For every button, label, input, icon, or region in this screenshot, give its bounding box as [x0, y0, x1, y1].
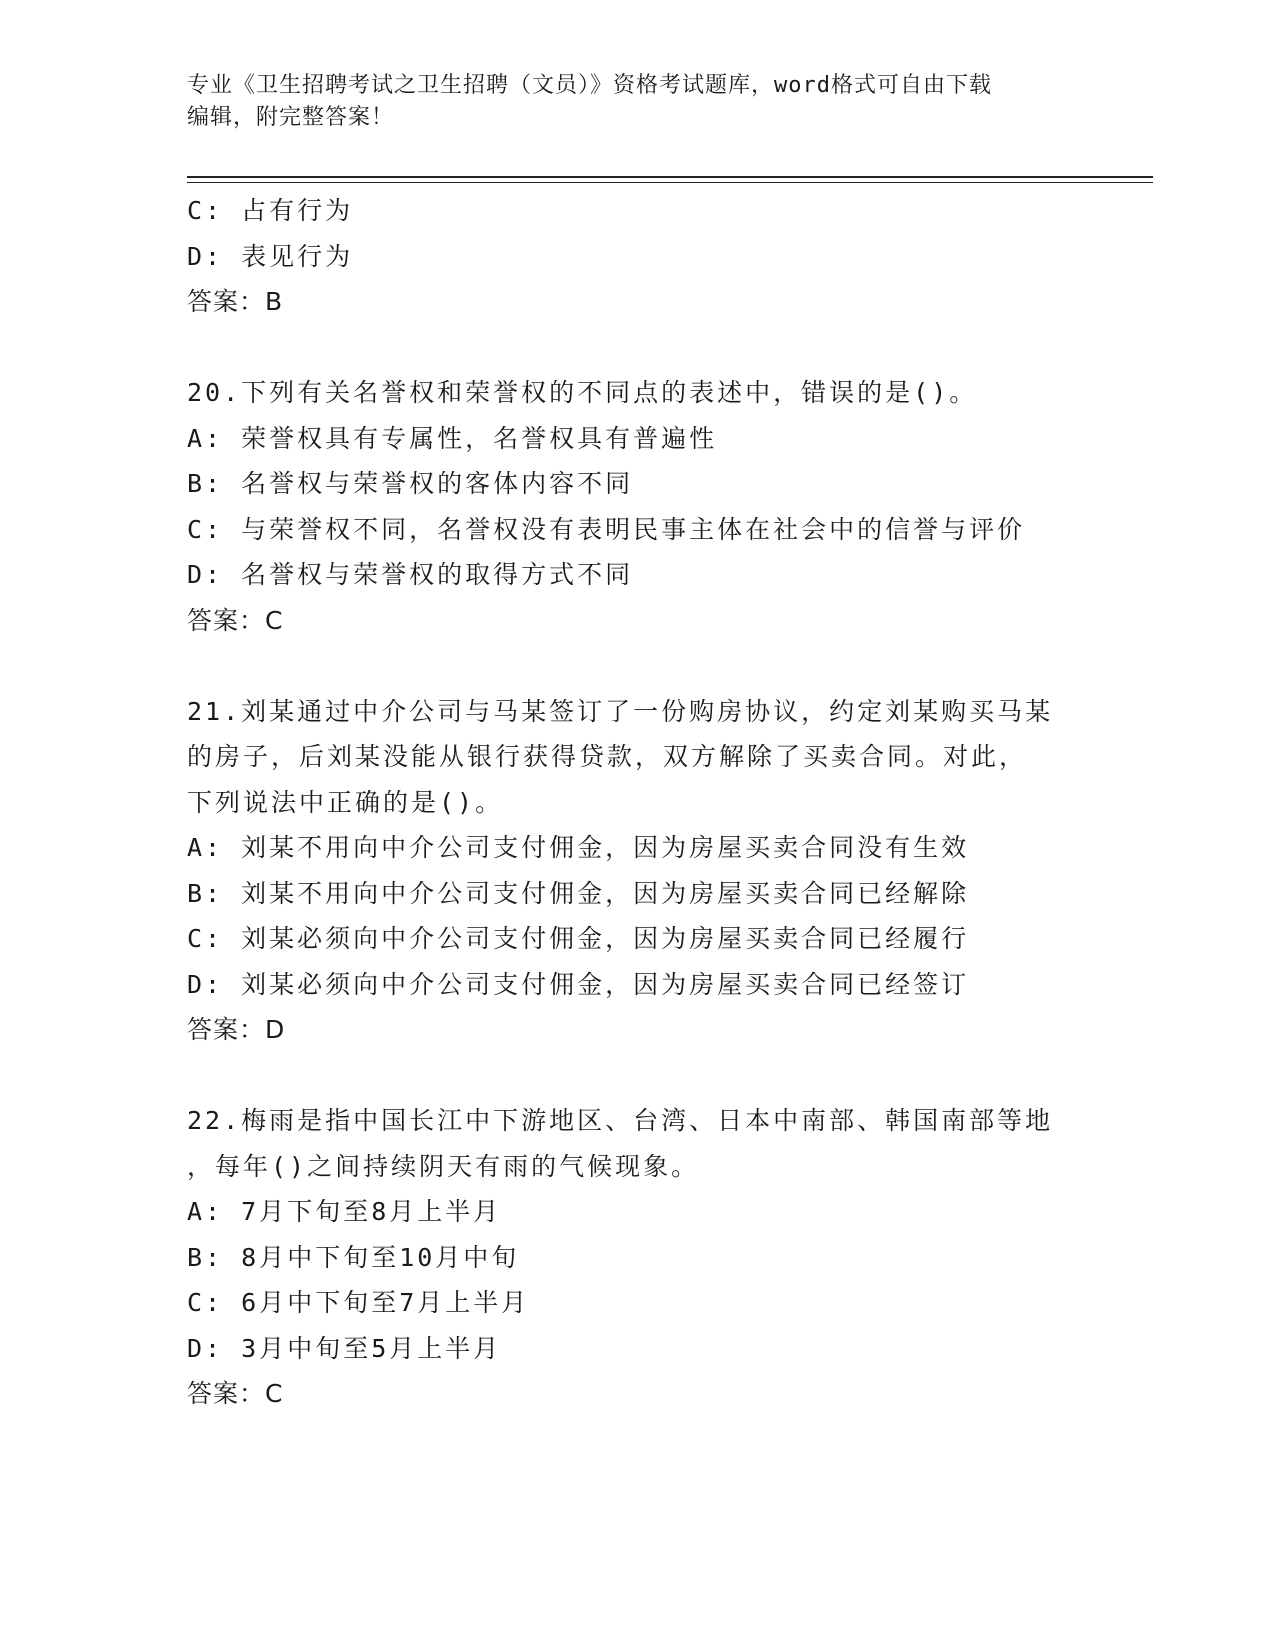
answer-line: 答案：B — [187, 287, 284, 316]
header-divider-thin — [187, 182, 1153, 183]
spacer — [187, 325, 1087, 371]
option-c: C: 与荣誉权不同，名誉权没有表明民事主体在社会中的信誉与评价 — [187, 514, 1026, 544]
option-b: B: 名誉权与荣誉权的客体内容不同 — [187, 469, 634, 498]
question-stem-line-2: ，每年()之间持续阴天有雨的气候现象。 — [187, 1151, 700, 1181]
option-c: C: 6月中下旬至7月上半月 — [187, 1288, 530, 1317]
header-line-1: 专业《卫生招聘考试之卫生招聘（文员）》资格考试题库，word格式可自由下载 — [187, 73, 992, 98]
question-block-20 — [187, 370, 1087, 643]
option-c: C: 占有行为 — [187, 196, 354, 225]
header-line-2: 编辑，附完整答案！ — [187, 105, 395, 130]
option-d: D: 名誉权与荣誉权的取得方式不同 — [187, 560, 634, 589]
question-stem: 20.下列有关名誉权和荣誉权的不同点的表述中，错误的是()。 — [187, 378, 978, 407]
option-c: C: 刘某必须向中介公司支付佣金，因为房屋买卖合同已经履行 — [187, 924, 970, 953]
answer-line: 答案：D — [187, 1015, 286, 1044]
option-b: B: 8月中下旬至10月中旬 — [187, 1242, 520, 1272]
question-stem-line-3: 下列说法中正确的是()。 — [187, 787, 504, 817]
question-block-22 — [187, 1098, 1087, 1417]
document-header — [187, 70, 1067, 134]
question-block-19 — [187, 188, 1087, 325]
question-stem-line-1: 22.梅雨是指中国长江中下游地区、台湾、日本中南部、韩国南部等地 — [187, 1106, 1054, 1135]
question-stem-line-1: 21.刘某通过中介公司与马某签订了一份购房协议，约定刘某购买马某 — [187, 696, 1054, 726]
option-d: D: 刘某必须向中介公司支付佣金，因为房屋买卖合同已经签订 — [187, 969, 970, 999]
option-a: A: 刘某不用向中介公司支付佣金，因为房屋买卖合同没有生效 — [187, 833, 970, 862]
header-divider-thick — [187, 176, 1153, 178]
option-a: A: 荣誉权具有专属性，名誉权具有普遍性 — [187, 423, 718, 453]
option-a: A: 7月下旬至8月上半月 — [187, 1197, 502, 1226]
question-stem-line-2: 的房子，后刘某没能从银行获得贷款，双方解除了买卖合同。对此， — [187, 742, 1028, 771]
question-block-21 — [187, 689, 1087, 1053]
answer-line: 答案：C — [187, 1379, 284, 1408]
option-b: B: 刘某不用向中介公司支付佣金，因为房屋买卖合同已经解除 — [187, 878, 970, 908]
option-d: D: 表见行为 — [187, 241, 354, 271]
option-d: D: 3月中旬至5月上半月 — [187, 1333, 502, 1363]
spacer — [187, 643, 1087, 689]
spacer — [187, 1053, 1087, 1099]
answer-line: 答案：C — [187, 605, 284, 635]
question-list — [187, 188, 1087, 1417]
